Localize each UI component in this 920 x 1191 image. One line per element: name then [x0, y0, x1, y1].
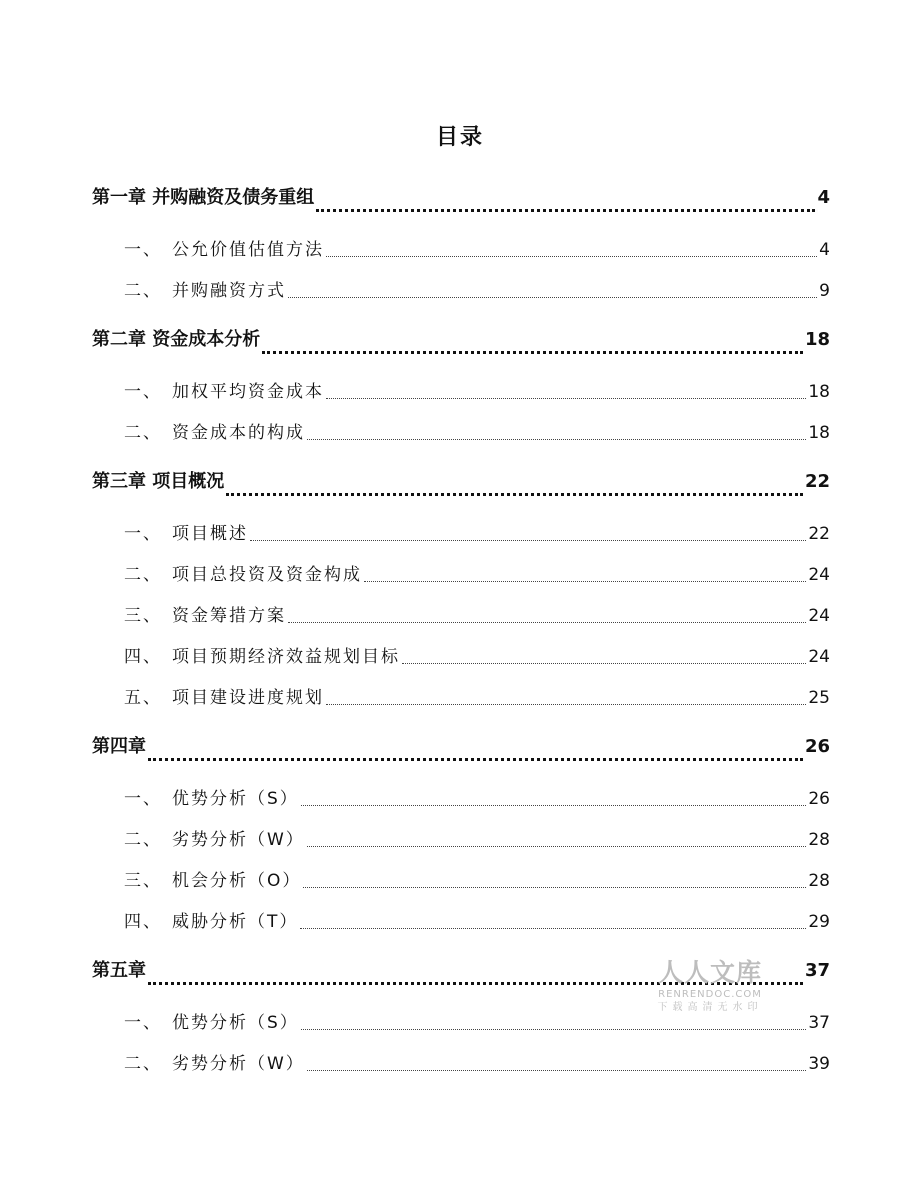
section-title: 项目建设进度规划	[172, 688, 324, 708]
section-title: 项目概述	[172, 524, 248, 544]
toc-section-entry[interactable]	[92, 861, 830, 902]
dot-leader	[316, 209, 815, 212]
dot-leader	[262, 351, 803, 354]
page-number: 9	[819, 281, 830, 301]
section-number: 二、	[124, 1054, 162, 1074]
dot-leader	[226, 493, 803, 496]
page-number: 28	[808, 871, 830, 891]
dot-leader	[326, 256, 817, 257]
section-number: 四、	[124, 647, 162, 667]
watermark	[648, 958, 772, 1015]
chapter-spacer	[92, 943, 830, 951]
dot-leader	[307, 439, 806, 440]
dot-leader	[148, 758, 803, 761]
chapter-label: 第三章 项目概况	[92, 471, 225, 492]
section-number: 五、	[124, 688, 162, 708]
section-label	[92, 1044, 305, 1085]
section-number: 四、	[124, 912, 162, 932]
table-of-contents	[92, 178, 830, 1085]
toc-section-entry[interactable]	[92, 555, 830, 596]
watermark-url: RENRENDOC.COM	[658, 989, 762, 1000]
page-number: 37	[808, 1013, 830, 1033]
toc-section-entry[interactable]	[92, 678, 830, 719]
toc-chapter-entry[interactable]	[92, 727, 830, 779]
section-label	[92, 779, 299, 820]
section-number: 三、	[124, 606, 162, 626]
section-label	[92, 271, 286, 312]
page-number: 4	[819, 240, 830, 260]
chapter-spacer	[92, 454, 830, 462]
section-label	[92, 637, 400, 678]
section-title: 优势分析（S）	[172, 1013, 299, 1033]
section-number: 一、	[124, 240, 162, 260]
section-title: 机会分析（O）	[172, 871, 302, 891]
page-number: 22	[804, 471, 830, 492]
page-number: 18	[808, 382, 830, 402]
toc-chapter-entry[interactable]	[92, 462, 830, 514]
dot-leader	[402, 663, 806, 664]
section-title: 劣势分析（W）	[172, 1054, 305, 1074]
chapter-label: 第一章 并购融资及债务重组	[92, 187, 315, 208]
section-number: 一、	[124, 1013, 162, 1033]
section-number: 二、	[124, 423, 162, 443]
chapter-label: 第四章	[92, 736, 146, 757]
section-label	[92, 596, 286, 637]
section-label	[92, 372, 324, 413]
page-number: 26	[804, 736, 830, 757]
chapter-label: 第二章 资金成本分析	[92, 329, 261, 350]
chapter-spacer	[92, 719, 830, 727]
dot-leader	[326, 704, 806, 705]
toc-section-entry[interactable]	[92, 271, 830, 312]
toc-section-entry[interactable]	[92, 596, 830, 637]
dot-leader	[307, 1070, 807, 1071]
section-title: 并购融资方式	[172, 281, 286, 301]
section-title: 加权平均资金成本	[172, 382, 324, 402]
section-title: 优势分析（S）	[172, 789, 299, 809]
section-label	[92, 230, 324, 271]
dot-leader	[250, 540, 806, 541]
toc-section-entry[interactable]	[92, 514, 830, 555]
toc-section-entry[interactable]	[92, 230, 830, 271]
section-title: 资金筹措方案	[172, 606, 286, 626]
page-number: 29	[808, 912, 830, 932]
toc-chapter-entry[interactable]	[92, 320, 830, 372]
dot-leader	[303, 887, 806, 888]
toc-section-entry[interactable]	[92, 637, 830, 678]
section-label	[92, 555, 362, 596]
dot-leader	[300, 928, 806, 929]
page-number: 39	[808, 1054, 830, 1074]
page-number: 26	[808, 789, 830, 809]
dot-leader	[288, 622, 806, 623]
watermark-subtitle: 下载高清无水印	[657, 1002, 763, 1013]
dot-leader	[364, 581, 806, 582]
section-number: 二、	[124, 565, 162, 585]
watermark-logo: 人人文库	[657, 958, 762, 987]
page-number: 24	[808, 565, 830, 585]
section-number: 一、	[124, 789, 162, 809]
section-number: 一、	[124, 524, 162, 544]
toc-section-entry[interactable]	[92, 902, 830, 943]
section-label	[92, 1003, 299, 1044]
page-number: 25	[808, 688, 830, 708]
section-title: 项目预期经济效益规划目标	[172, 647, 400, 667]
page-number: 24	[808, 647, 830, 667]
page-number: 18	[808, 423, 830, 443]
section-label	[92, 678, 324, 719]
toc-section-entry[interactable]	[92, 820, 830, 861]
section-number: 三、	[124, 871, 162, 891]
dot-leader	[288, 297, 817, 298]
toc-title: 目录	[435, 125, 484, 150]
page-number: 4	[817, 187, 830, 208]
page-number: 24	[808, 606, 830, 626]
page-number: 28	[808, 830, 830, 850]
section-label	[92, 820, 305, 861]
section-number: 二、	[124, 830, 162, 850]
toc-section-entry[interactable]	[92, 413, 830, 454]
page-number: 37	[804, 960, 830, 981]
section-label	[92, 413, 305, 454]
dot-leader	[301, 1029, 807, 1030]
section-number: 二、	[124, 281, 162, 301]
section-label	[92, 902, 298, 943]
section-title: 资金成本的构成	[172, 423, 305, 443]
section-title: 劣势分析（W）	[172, 830, 305, 850]
chapter-spacer	[92, 312, 830, 320]
section-title: 威胁分析（T）	[172, 912, 299, 932]
chapter-label: 第五章	[92, 960, 146, 981]
section-title: 公允价值估值方法	[172, 240, 324, 260]
section-label	[92, 861, 301, 902]
toc-chapter-entry[interactable]	[92, 178, 830, 230]
dot-leader	[326, 398, 806, 399]
section-number: 一、	[124, 382, 162, 402]
page-number: 18	[804, 329, 830, 350]
dot-leader	[301, 805, 807, 806]
toc-section-entry[interactable]	[92, 372, 830, 413]
section-label	[92, 514, 248, 555]
page-number: 22	[808, 524, 830, 544]
toc-section-entry[interactable]	[92, 779, 830, 820]
dot-leader	[307, 846, 807, 847]
section-title: 项目总投资及资金构成	[172, 565, 362, 585]
toc-section-entry[interactable]	[92, 1044, 830, 1085]
